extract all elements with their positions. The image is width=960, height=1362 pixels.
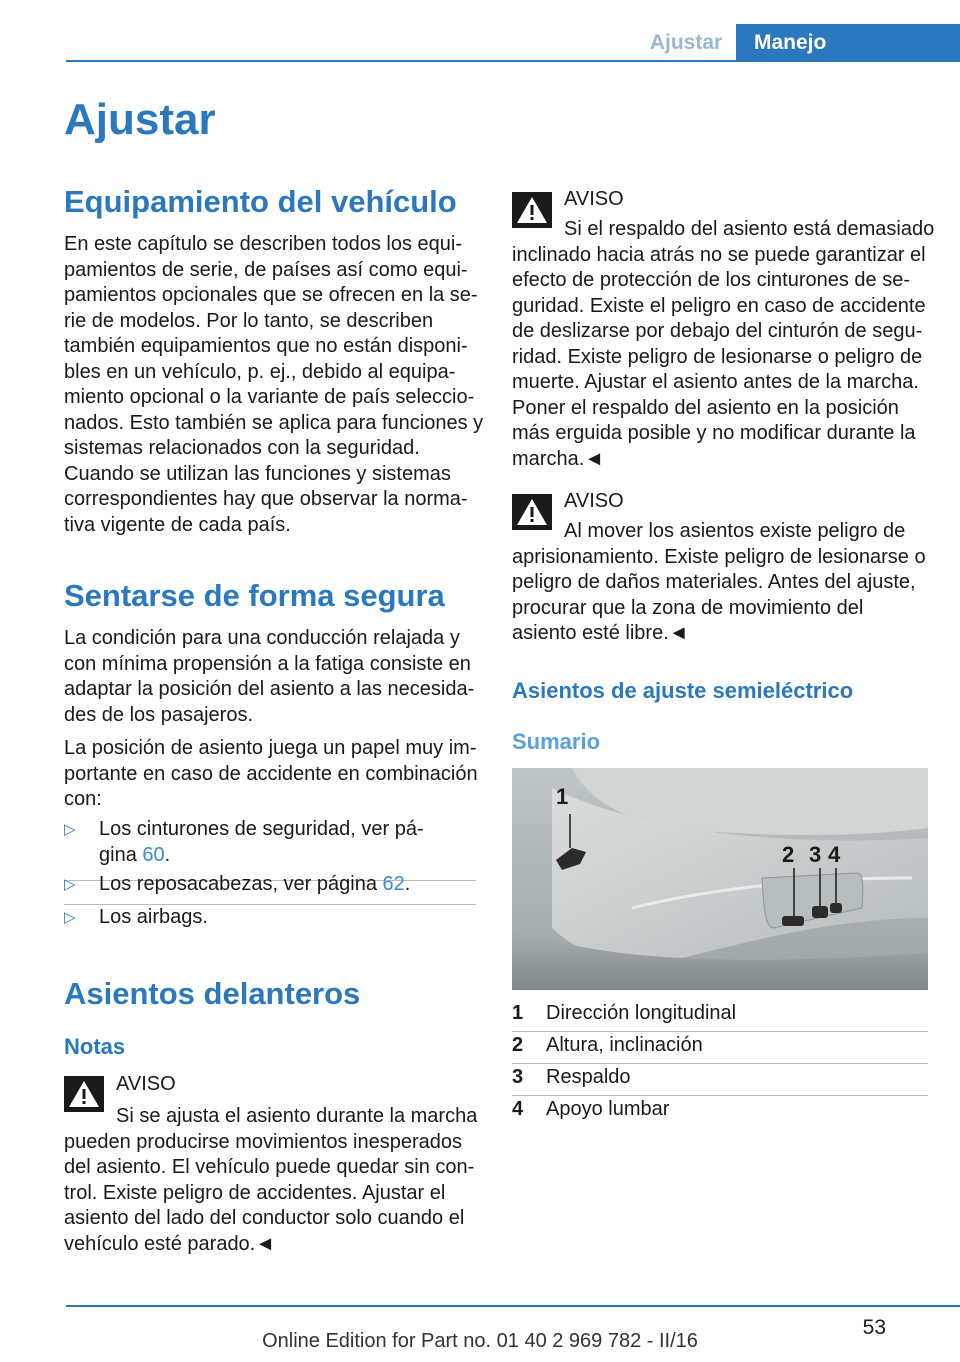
legend-row: [512, 1002, 932, 1028]
text-line: rie de modelos. Por lo tanto, se describen: [64, 309, 434, 332]
callout-1: 1: [556, 784, 569, 809]
text-line: Si el respaldo del asiento está demasiado: [564, 218, 935, 240]
section-heading-asientos: Asientos delanteros: [64, 976, 361, 1011]
legend-row: [512, 1098, 932, 1124]
legend-row: [512, 1034, 932, 1060]
callout-3: 3: [809, 842, 822, 867]
text-line: adaptar la posición del asiento a las necesida-: [64, 678, 475, 700]
callout-2: 2: [782, 842, 795, 867]
legend-divider: [512, 1031, 928, 1032]
list-item-cinturones: [64, 817, 484, 869]
summary-heading: Sumario: [512, 729, 601, 754]
text-line: muerte. Ajustar el asiento antes de la marcha.: [512, 371, 919, 393]
footer-edition: Online Edition for Part no. 01 40 2 969 782 - II/16: [262, 1330, 698, 1352]
warning-3-body: [512, 519, 942, 647]
text-line: también equipamientos que no están disponi-: [64, 335, 468, 357]
warning-2-body: [512, 217, 942, 472]
text-line: Poner el respaldo del asiento en la posición: [512, 396, 899, 419]
list-item-text: Los cinturones de seguridad, ver pá-: [99, 818, 424, 840]
text-line: inclinado hacia atrás no se puede garantizar el: [512, 243, 926, 266]
text-line: bles en un vehículo, p. ej., debido al equipa-: [64, 360, 456, 383]
warning-title: AVISO: [116, 1073, 176, 1095]
text-line: peligro de daños materiales. Antes del ajuste,: [512, 571, 916, 593]
text-line: En este capítulo se describen todos los equi-: [64, 233, 463, 255]
text-line: ridad. Existe peligro de lesionarse o peligro de: [512, 345, 923, 368]
page-link-60[interactable]: 60: [142, 843, 165, 866]
text-line: asiento del lado del conductor solo cuando el: [64, 1207, 465, 1229]
text-line: La posición de asiento juega un papel muy im-: [64, 737, 477, 759]
text-line: aprisionamiento. Existe peligro de lesionarse o: [512, 545, 926, 568]
subsection-heading: Asientos de ajuste semieléctrico: [512, 678, 854, 703]
text-line: miento opcional o la variante de país seleccio-: [64, 386, 475, 408]
text-line: asiento esté libre.◄: [512, 622, 689, 644]
legend-label: Dirección longitudinal: [546, 1002, 737, 1024]
legend-row: [512, 1066, 932, 1092]
text-line: más erguida posible y no modificar durante la: [512, 422, 916, 444]
text-line: nados. Esto también se aplica para funciones y: [64, 411, 484, 434]
text-line: con:: [64, 788, 102, 810]
section-sentarse-p2: [64, 736, 484, 813]
text-line: guridad. Existe el peligro en caso de accidente: [512, 294, 926, 317]
text-line: correspondientes hay que observar la norma-: [64, 488, 468, 510]
subheading-notas: Notas: [64, 1034, 126, 1059]
legend-number: 4: [512, 1098, 524, 1120]
bullet-triangle-icon: ▷: [64, 909, 76, 926]
page-title: Ajustar: [64, 95, 216, 144]
warning-title: AVISO: [564, 188, 624, 210]
text-line: pueden producirse movimientos inesperados: [64, 1130, 463, 1153]
section-heading-sentarse: Sentarse de forma segura: [64, 578, 445, 613]
warning-1-body: [64, 1104, 484, 1257]
legend-number: 3: [512, 1066, 524, 1088]
text-line: pamientos de serie, de países así como equi-: [64, 258, 468, 281]
bullet-triangle-icon: ▷: [64, 821, 76, 838]
text-line: portante en caso de accidente en combinación: [64, 762, 478, 785]
text-line: marcha.◄: [512, 447, 605, 470]
text-line: Si se ajusta el asiento durante la marcha: [116, 1105, 478, 1127]
text-line: vehículo esté parado.◄: [64, 1232, 276, 1255]
legend-number: 2: [512, 1034, 524, 1056]
list-item-airbags: [64, 905, 484, 931]
section-heading-equipamiento: Equipamiento del vehículo: [64, 184, 457, 219]
legend-divider: [512, 1063, 928, 1064]
section-equipamiento-text: [64, 232, 484, 538]
list-item-text: gina: [99, 843, 143, 866]
text-line: del asiento. El vehículo puede quedar sin con-: [64, 1156, 475, 1178]
bullet-triangle-icon: ▷: [64, 876, 76, 893]
list-item-text: .: [164, 843, 171, 866]
text-line: trol. Existe peligro de accidentes. Ajustar el: [64, 1181, 446, 1204]
footer-rule: [66, 1305, 960, 1307]
text-line: des de los pasajeros.: [64, 703, 254, 726]
text-line: pamientos opcionales que se ofrecen en la se-: [64, 284, 478, 306]
list-item-text: Los reposacabezas, ver página: [99, 873, 383, 895]
list-item-text: .: [404, 873, 411, 895]
text-line: sistemas relacionados con la seguridad.: [64, 437, 420, 459]
text-line: Al mover los asientos existe peligro de: [564, 520, 906, 542]
legend-label: Altura, inclinación: [546, 1034, 703, 1056]
warning-title: AVISO: [564, 490, 624, 512]
legend-divider: [512, 1095, 928, 1096]
callout-4: 4: [828, 842, 841, 867]
legend-label: Apoyo lumbar: [546, 1098, 670, 1120]
section-sentarse-p1: [64, 626, 484, 728]
page-number: 53: [862, 1316, 886, 1339]
legend-number: 1: [512, 1002, 524, 1024]
seat-controls-illustration: [512, 768, 928, 990]
tab-section[interactable]: Ajustar: [649, 31, 723, 54]
list-item-text: Los airbags.: [99, 906, 208, 928]
list-item-reposacabezas: [64, 872, 484, 898]
text-line: efecto de protección de los cinturones de se-: [512, 269, 911, 291]
tab-chapter[interactable]: Manejo: [736, 24, 960, 62]
text-line: La condición para una conducción relajada y: [64, 627, 460, 649]
text-line: con mínima propensión a la fatiga consiste en: [64, 652, 471, 675]
text-line: procurar que la zona de movimiento del: [512, 596, 864, 619]
header-rule: [66, 60, 960, 62]
text-line: Cuando se utilizan las funciones y sistemas: [64, 462, 451, 485]
legend-label: Respaldo: [546, 1066, 631, 1088]
text-line: de deslizarse por debajo del cinturón de segu-: [512, 320, 923, 342]
page-link-62[interactable]: 62: [382, 873, 405, 895]
text-line: tiva vigente de cada país.: [64, 513, 291, 536]
